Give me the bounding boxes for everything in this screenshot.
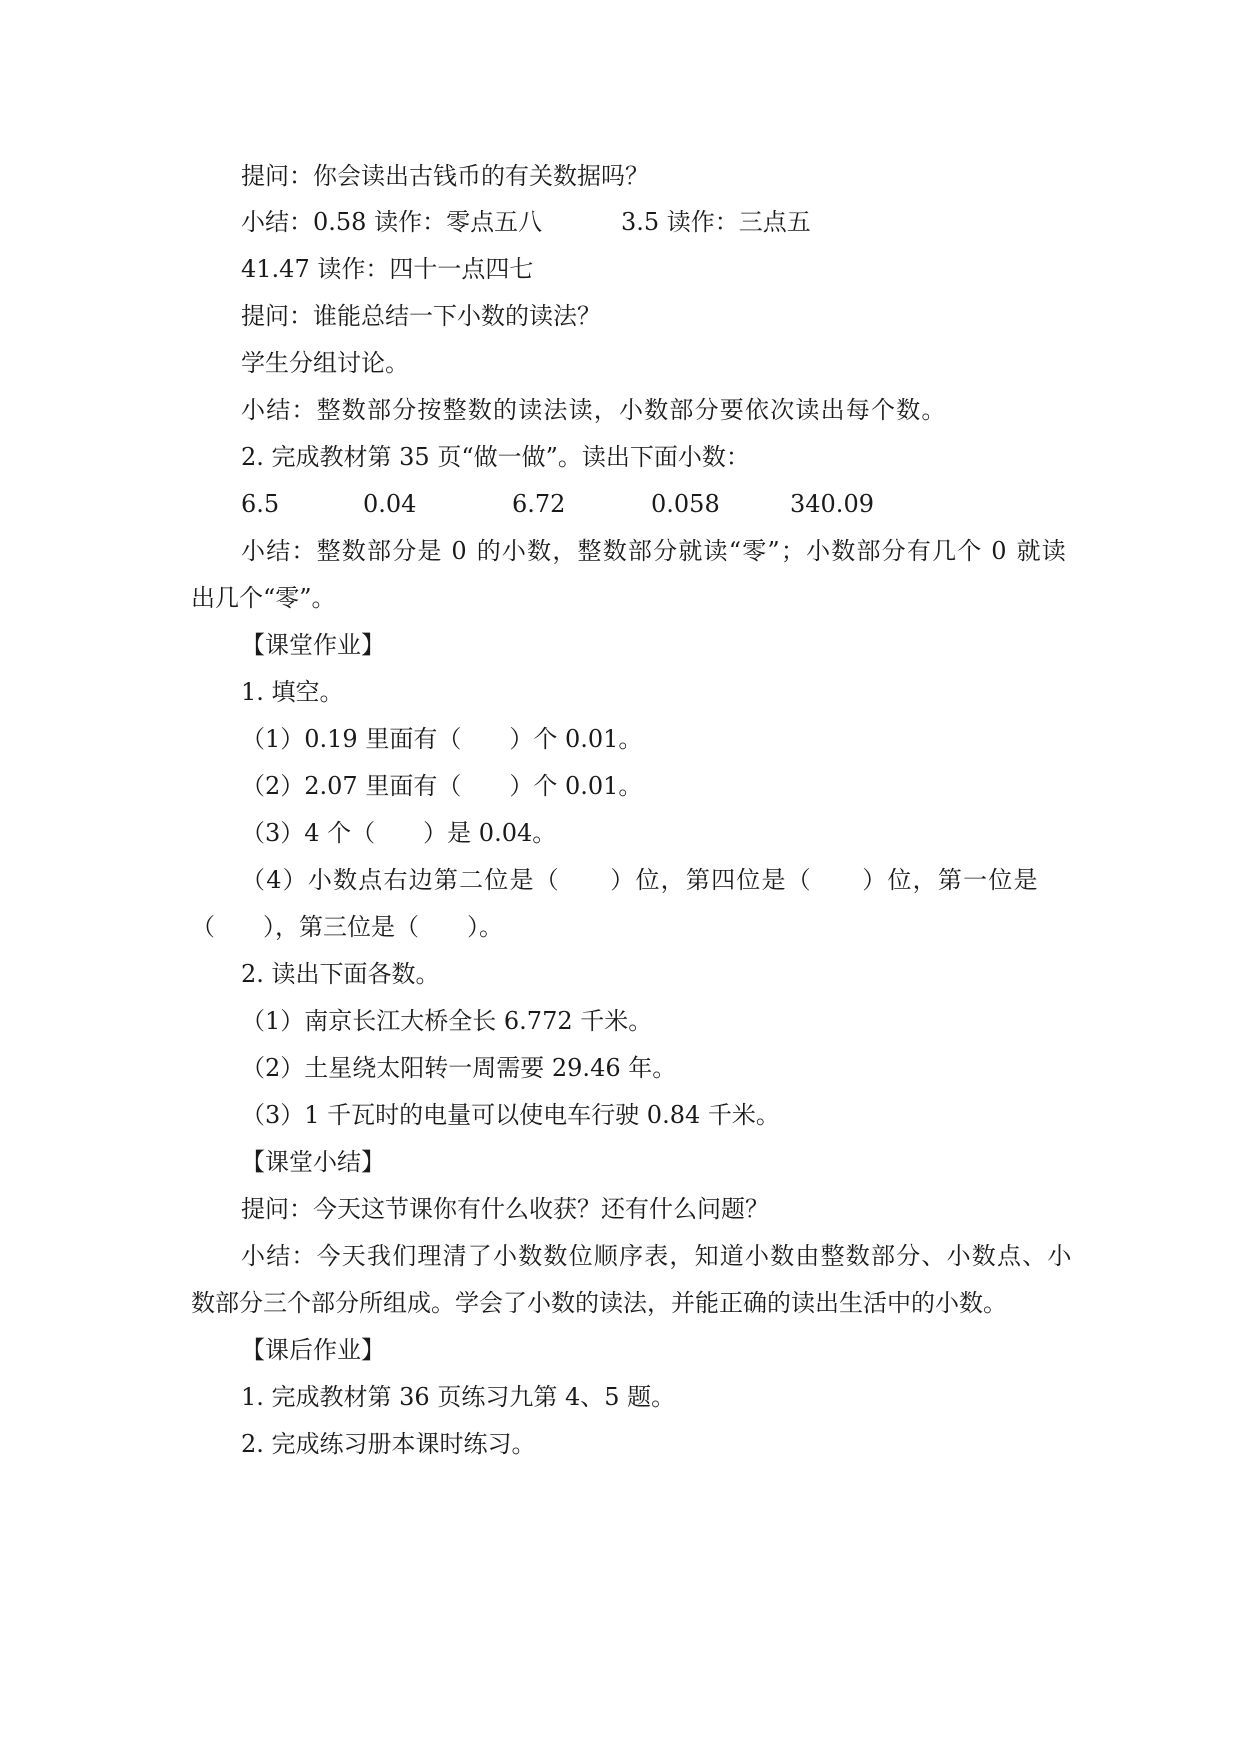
decimal-item: 6.5: [241, 490, 280, 518]
section-heading-classwork: 【课堂作业】: [241, 631, 385, 659]
read-title: 2. 读出下面各数。: [241, 960, 440, 988]
decimal-item: 6.72: [512, 490, 566, 518]
summary-final-line2: 数部分三个部分所组成。学会了小数的读法，并能正确的读出生活中的小数。: [191, 1289, 1007, 1317]
fill-item-1: （1）0.19 里面有（ ）个 0.01。: [241, 725, 643, 753]
fill-item-4-line2: （ ），第三位是（ ）。: [191, 913, 503, 941]
fill-item-2: （2）2.07 里面有（ ）个 0.01。: [241, 772, 643, 800]
fill-item-4-line1: （4）小数点右边第二位是（ ）位，第四位是（ ）位，第一位是: [241, 866, 1039, 894]
summary-reading-0-58: 小结：0.58 读作：零点五八: [241, 208, 543, 236]
fill-title: 1. 填空。: [241, 678, 344, 706]
homework-item-1: 1. 完成教材第 36 页练习九第 4、5 题。: [241, 1383, 676, 1411]
section-heading-summary: 【课堂小结】: [241, 1148, 385, 1176]
homework-item-2: 2. 完成练习册本课时练习。: [241, 1430, 536, 1458]
decimal-item: 0.058: [651, 490, 720, 518]
summary-final-line1: 小结：今天我们理清了小数数位顺序表，知道小数由整数部分、小数点、小: [241, 1242, 1073, 1270]
summary-reading-line2: 41.47 读作：四十一点四七: [241, 255, 534, 283]
question-read-coins: 提问：你会读出古钱币的有关数据吗？: [241, 162, 649, 190]
summary-zero-line1: 小结：整数部分是 0 的小数，整数部分就读“零”；小数部分有几个 0 就读: [241, 537, 1067, 565]
read-item-3: （3）1 千瓦时的电量可以使电车行驶 0.84 千米。: [241, 1101, 780, 1129]
decimal-item: 0.04: [363, 490, 417, 518]
group-discussion: 学生分组讨论。: [241, 349, 409, 377]
section-heading-homework: 【课后作业】: [241, 1336, 385, 1364]
question-gain: 提问：今天这节课你有什么收获？还有什么问题？: [241, 1195, 769, 1223]
summary-reading-rule: 小结：整数部分按整数的读法读，小数部分要依次读出每个数。: [241, 396, 947, 424]
summary-zero-line2: 出几个“零”。: [191, 584, 336, 612]
read-item-2: （2）土星绕太阳转一周需要 29.46 年。: [241, 1054, 677, 1082]
decimal-item: 340.09: [790, 490, 874, 518]
summary-reading-3-5: 3.5 读作：三点五: [621, 208, 811, 236]
read-item-1: （1）南京长江大桥全长 6.772 千米。: [241, 1007, 653, 1035]
fill-item-3: （3）4 个（ ）是 0.04。: [241, 819, 557, 847]
task-2-intro: 2. 完成教材第 35 页“做一做”。读出下面小数：: [241, 443, 750, 471]
question-summarize: 提问：谁能总结一下小数的读法？: [241, 302, 601, 330]
